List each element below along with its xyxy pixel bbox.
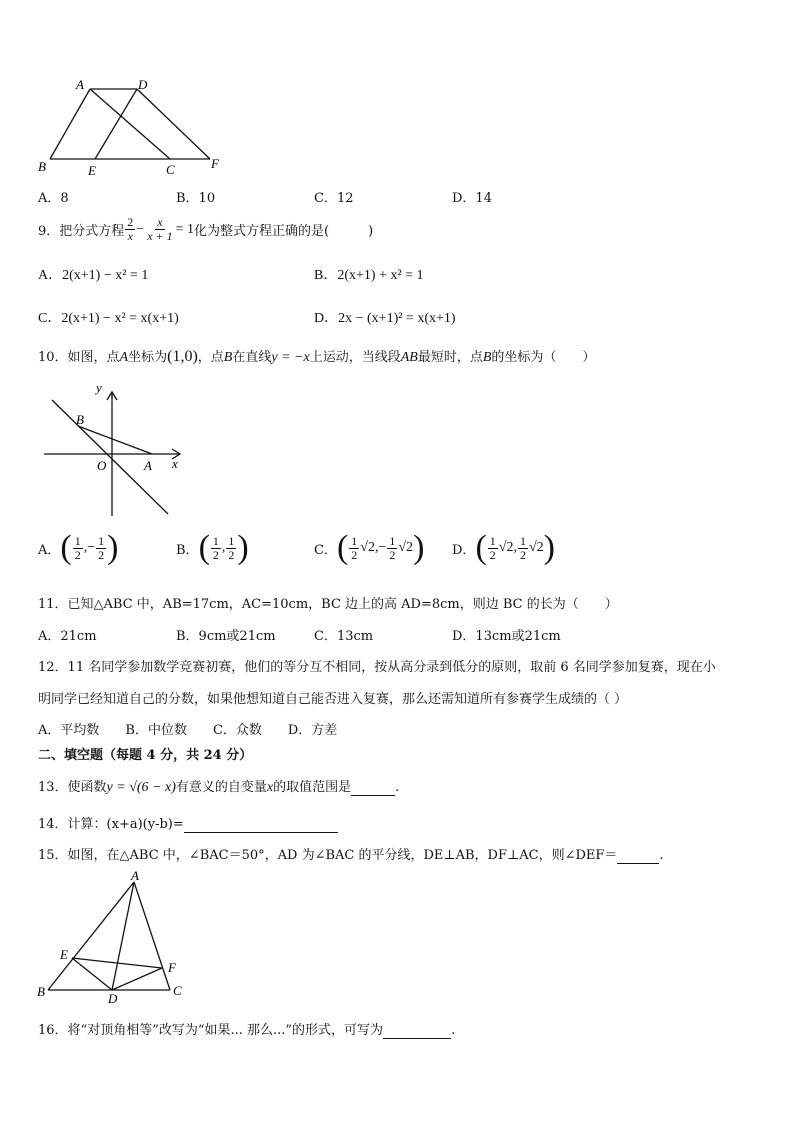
q14-answer-blank[interactable] (184, 817, 338, 833)
q10-option-a-rparen: ) (107, 529, 119, 566)
q10-line-eq: y = −x (271, 350, 310, 365)
q10-option-a-label: A． (38, 542, 61, 558)
q10-option-b-x-num: 1 (212, 533, 219, 548)
q8-figure (30, 75, 230, 180)
q10-option-a-y-den: 2 (98, 547, 105, 562)
q13-stem (38, 776, 399, 796)
q10-option-b (176, 529, 249, 566)
q10-option-b-label: B． (176, 542, 199, 558)
q9-fraction-1 (125, 216, 135, 243)
q10-figure (40, 378, 190, 518)
q9-option-d: D．2x − (x+1)² = x(x+1) (314, 311, 456, 326)
q8-label-E: E (88, 163, 96, 178)
q9-option-b: B．2(x+1) + x² = 1 (314, 268, 424, 283)
q11-stem: 11．已知△ABC 中，AB=17cm，AC=10cm，BC 边上的高 AD=8cm，则边 BC 的长为（ ） (38, 597, 618, 612)
q10-text-g: 的坐标为（ ） (491, 350, 596, 365)
q15-answer-blank[interactable] (617, 848, 659, 864)
q8-option-a: A．8 (38, 191, 69, 206)
q10-option-c-y-sqrt: √2 (398, 540, 414, 555)
q9-option-a: A．2(x+1) − x² = 1 (38, 268, 149, 283)
q15-label-d: D (108, 991, 118, 1006)
q15-label-e: E (60, 947, 68, 962)
q8-label-B: B (38, 159, 46, 174)
q10-option-c-x-sqrt: √2 (360, 540, 375, 555)
q13-text-b: 有意义的自变量 (175, 780, 267, 795)
q10-option-a-x-num: 1 (74, 533, 81, 548)
q10-option-d-y-num: 1 (519, 533, 526, 548)
q14-text: 14．计算：(x+a)(y-b)= (38, 817, 184, 832)
q9-minus: − (136, 221, 145, 237)
q10-option-b-y-num: 1 (228, 533, 235, 548)
q11-option-c: C．13cm (314, 629, 374, 644)
q10-option-c-comma: , (374, 540, 379, 555)
q13-text-c: 的取值范围是 (273, 780, 352, 795)
q10-point-a: A (119, 350, 129, 365)
q10-option-d-lparen: ( (475, 529, 487, 566)
q15-text: 15．如图，在△ABC 中，∠BAC＝50°，AD 为∠BAC 的平分线，DE⊥AB，DF⊥AC，则∠DEF＝ (38, 848, 618, 863)
q8-label-C: C (166, 162, 175, 177)
q12-stem-line1: 12．11 名同学参加数学竞赛初赛，他们的等分互不相同，按从高分录到低分的原则，取前 6 名同学参加复赛，现在小 (38, 660, 716, 675)
q10-option-d-x-sqrt: √2 (498, 540, 514, 555)
q15-figure (34, 868, 194, 1008)
q10-option-b-x (211, 535, 221, 562)
q10-segment-ab: AB (400, 350, 418, 365)
q13-var: x (266, 780, 274, 795)
q10-option-d-x-num: 1 (489, 533, 496, 548)
q10-option-c-y-den: 2 (389, 547, 396, 562)
q14-stem (38, 813, 338, 833)
q9-frac1-den: x (127, 229, 133, 243)
q8-option-d: D．14 (452, 191, 492, 206)
q9-equals: = 1 (175, 221, 195, 237)
q10-point-b: B (223, 350, 233, 365)
q10-option-a-comma: , (83, 540, 88, 555)
q10-option-c-y (387, 535, 397, 562)
q10-option-a (38, 529, 119, 566)
q15-stem (38, 844, 664, 864)
q16-text: 16．将“对顶角相等”改写为“如果... 那么...”的形式，可写为 (38, 1023, 384, 1038)
q10-option-a-x (73, 535, 83, 562)
q9-prefix: 9．把分式方程 (38, 224, 125, 239)
q15-label-f: F (168, 960, 176, 975)
q10-text-e: 上运动，当线段 (309, 350, 401, 365)
q10-coord: (1,0) (167, 348, 198, 365)
q10-option-d-label: D． (452, 542, 476, 558)
q10-option-b-lparen: ( (198, 529, 210, 566)
q10-option-a-y-num: 1 (98, 533, 105, 548)
q12-stem-line2: 明同学已经知道自己的分数，如果他想知道自己能否进入复赛，那么还需知道所有参赛学生成绩的（ ） (38, 692, 628, 707)
q8-label-A: A (76, 77, 84, 92)
q10-option-c-rparen: ) (413, 529, 425, 566)
q10-option-a-x-den: 2 (74, 547, 81, 562)
q16-stem (38, 1019, 455, 1039)
q9-fraction-2 (145, 216, 174, 243)
q15-label-a: A (131, 868, 139, 883)
q10-option-d-x (488, 535, 498, 562)
q10-option-c-label: C． (314, 542, 337, 558)
q13-answer-blank[interactable] (351, 780, 395, 796)
q9-stem (38, 216, 373, 243)
q15-label-c: C (173, 983, 182, 998)
section-title: 二、填空题（每题 4 分，共 24 分） (38, 748, 253, 763)
q10-option-d-x-den: 2 (489, 547, 496, 562)
q15-label-b: B (37, 984, 45, 999)
q8-label-D: D (138, 77, 148, 92)
q10-option-d (452, 529, 555, 566)
q10-option-c-x (349, 535, 359, 562)
q11-option-a: A．21cm (38, 629, 97, 644)
q10-label-o: O (97, 458, 107, 473)
q10-option-b-x-den: 2 (212, 547, 219, 562)
q10-option-c (314, 529, 425, 566)
q10-option-b-comma: , (221, 540, 226, 555)
q10-label-x: x (172, 456, 178, 471)
q9-frac1-num: 2 (127, 215, 134, 229)
q10-text-d: 在直线 (232, 350, 272, 365)
q10-option-c-x-den: 2 (351, 547, 358, 562)
q10-option-d-rparen: ) (543, 529, 555, 566)
q10-label-y: y (96, 380, 102, 395)
q8-option-c: C．12 (314, 191, 354, 206)
q10-label-b: B (76, 412, 84, 427)
q13-end: . (395, 780, 400, 795)
q10-option-c-y-num: 1 (389, 533, 396, 548)
q10-option-c-x-num: 1 (351, 533, 358, 548)
q15-end: . (659, 848, 664, 863)
q10-text-c: ，点 (197, 350, 224, 365)
q10-text-f: 最短时，点 (417, 350, 483, 365)
q8-label-F: F (211, 156, 219, 171)
q12-options: A．平均数 B．中位数 C．众数 D．方差 (38, 723, 338, 738)
q10-option-d-y (518, 535, 528, 562)
q10-stem (38, 346, 595, 366)
q10-label-a: A (144, 458, 152, 473)
q10-option-c-y-sign: − (378, 540, 387, 555)
q10-option-b-rparen: ) (237, 529, 249, 566)
q10-option-b-y (226, 535, 236, 562)
q16-answer-blank[interactable] (383, 1023, 451, 1039)
q10-point-b2: B (482, 350, 492, 365)
q10-option-d-y-sqrt: √2 (528, 540, 544, 555)
q13-text-a: 13．使函数 (38, 780, 107, 795)
q10-option-c-lparen: ( (336, 529, 349, 566)
q10-option-d-comma: , (513, 540, 517, 555)
q16-end: . (451, 1023, 456, 1038)
q13-formula: y = √(6 − x) (106, 780, 176, 795)
q8-option-b: B．10 (176, 191, 216, 206)
q10-option-a-y (96, 535, 106, 562)
q9-frac2-num: x (157, 215, 163, 229)
q10-option-a-lparen: ( (60, 529, 72, 566)
q11-option-d: D．13cm或21cm (452, 629, 561, 644)
q10-text-b: 坐标为 (128, 350, 168, 365)
q9-option-c: C．2(x+1) − x² = x(x+1) (38, 311, 179, 326)
q10-option-a-y-sign: − (87, 540, 96, 555)
q10-text-a: 10．如图，点 (38, 350, 120, 365)
q10-option-d-y-den: 2 (519, 547, 526, 562)
q9-frac2-den: x + 1 (147, 229, 173, 243)
q9-suffix: 化为整式方程正确的是( ) (194, 224, 374, 239)
q11-option-b: B．9cm或21cm (176, 629, 276, 644)
q10-option-b-y-den: 2 (228, 547, 235, 562)
